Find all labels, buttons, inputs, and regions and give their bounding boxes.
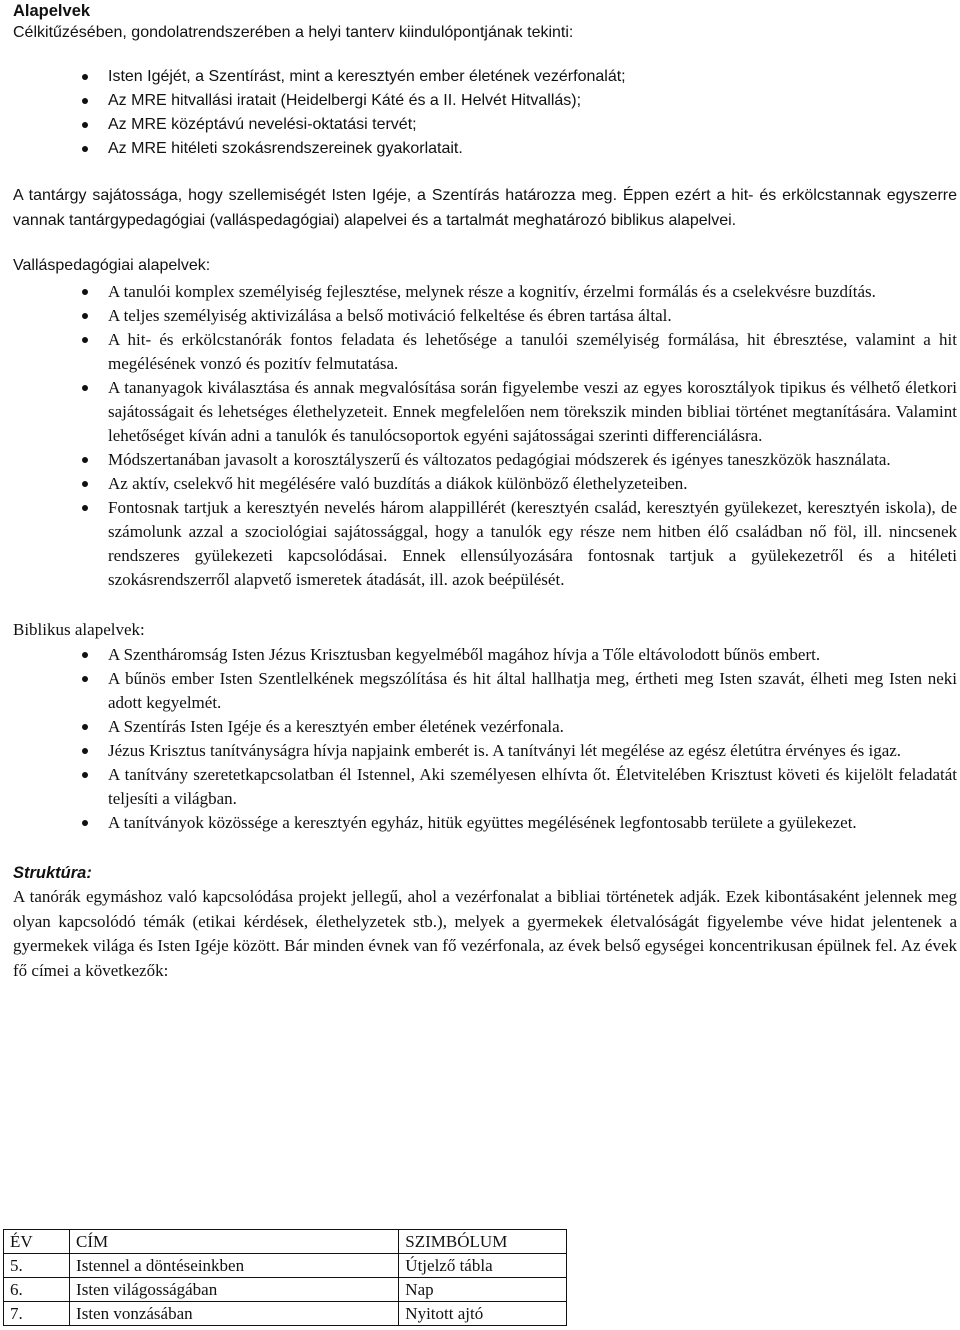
list-item: A tanítvány szeretetkapcsolatban él Istennel, Aki személyesen elhívta őt. Életvitelében Krisztust követi és kijelölt feladatát teljesíti a világban. [13, 763, 957, 811]
list-item: Az aktív, cselekvő hit megélésére való buzdítás a diákok különböző élethelyzeteiben. [13, 472, 957, 496]
list-item: A bűnös ember Isten Szentlelkének megszólítása és hit által hallhatja meg, értheti meg Isten szavát, élheti meg Isten neki adott kegyelmét. [13, 667, 957, 715]
table-row [4, 1254, 567, 1278]
biblikus-title: Biblikus alapelvek: [13, 620, 145, 639]
cell-szimbolum: Útjelző tábla [399, 1254, 567, 1278]
header-cim: CÍM [70, 1230, 399, 1254]
list-item: A tanulói komplex személyiség fejlesztése, melynek része a kognitív, érzelmi formálás és a cselekvésre buzdítás. [13, 280, 957, 304]
list-item: Az MRE középtávú nevelési-oktatási tervét; [13, 113, 957, 137]
list-item: Az MRE hitvallási iratait (Heidelbergi Káté és a II. Helvét Hitvallás); [13, 89, 957, 113]
list-item: A Szentírás Isten Igéje és a keresztyén ember életének vezérfonala. [13, 715, 957, 739]
cell-cim: Isten világosságában [70, 1278, 399, 1302]
list-item: A teljes személyiség aktivizálása a belső motiváció felkeltése és ébren tartása által. [13, 304, 957, 328]
list-item: Fontosnak tartjuk a keresztyén nevelés három alappillérét (keresztyén család, keresztyén gyülekezet, keresztyén iskola), de számolunk azzal a szociológiai sajátossággal, hogy a tanulók egy része nem hitben élő családban nő föl, ill. nincsenek rendszeres gyülekezeti kapcsolódásai. Ennek ellensúlyozására fontosnak tartjuk a gyülekezetről és a hitéleti szokásrendszerről alapvető ismeretek átadását, ill. azok beépülését. [13, 496, 957, 592]
table-header-row [4, 1230, 567, 1254]
vallaspedagogiai-title: Valláspedagógiai alapelvek: [13, 257, 211, 274]
list-item: A tanítványok közössége a keresztyén egyház, hitük együttes megélésének legfontosabb területe a gyülekezet. [13, 811, 957, 835]
struktura-text: A tanórák egymáshoz való kapcsolódása projekt jellegű, ahol a vezérfonalat a bibliai történetek adják. Ezek kibontásaként jelennek meg olyan kapcsolódó témák (etikai kérdések, élethelyzetek stb.), melyek a gyermekek életvalóságát figyelembe véve hidat jelentenek a gyermekek világa és Isten Igéje között. Bár minden évnek van fő vezérfonala, az évek belső egységei koncentrikusan épülnek fel. Az évek fő címei a következők: [13, 887, 957, 980]
table-row [4, 1302, 567, 1326]
list-item: A Szentháromság Isten Jézus Krisztusban kegyelméből magához hívja a Tőle eltávolodott bűnös embert. [13, 643, 957, 667]
header-ev: ÉV [4, 1230, 70, 1254]
cell-szimbolum: Nap [399, 1278, 567, 1302]
cell-cim: Istennel a döntéseinkben [70, 1254, 399, 1278]
list-item: A tananyagok kiválasztása és annak megvalósítása során figyelembe veszi az egyes korosztályok tipikus és vélhető életkori sajátosságait és lehetséges élethelyzeteit. Ennek megfelelően nem törekszik minden bibliai történet megtanítására. Valamint lehetőséget kíván adni a tanulók és tanulócsoportok egyéni sajátosságai szerinti differenciálásra. [13, 376, 957, 448]
intro-list [13, 65, 957, 161]
cell-ev: 6. [4, 1278, 70, 1302]
table-row [4, 1278, 567, 1302]
list-item: A hit- és erkölcstanórák fontos feladata és lehetősége a tanulói személyiség formálása, hit ébresztése, valamint a hit megélésének vonzó és pozitív felmutatása. [13, 328, 957, 376]
list-item: Jézus Krisztus tanítványságra hívja napjaink emberét is. A tanítványi lét megélése az egész életútra érvényes és igaz. [13, 739, 957, 763]
section-heading: Alapelvek [13, 2, 91, 20]
struktura-title: Struktúra: [13, 864, 92, 882]
list-item: Módszertanában javasolt a korosztályszerű és változatos pedagógiai módszerek és igényes taneszközök használata. [13, 448, 957, 472]
vallaspedagogiai-list [13, 280, 957, 592]
cell-cim: Isten vonzásában [70, 1302, 399, 1326]
header-szimbolum: SZIMBÓLUM [399, 1230, 567, 1254]
cell-ev: 7. [4, 1302, 70, 1326]
list-item: Isten Igéjét, a Szentírást, mint a keresztyén ember életének vezérfonalát; [13, 65, 957, 89]
paragraph-tantargy: A tantárgy sajátossága, hogy szellemiségét Isten Igéje, a Szentírás határozza meg. Éppen ezért a hit- és erkölcstannak egyszerre vannak tantárgypedagógiai (valláspedagógiai) alapelvei és a tartalmát meghatározó biblikus alapelvei. [13, 187, 957, 229]
cell-szimbolum: Nyitott ajtó [399, 1302, 567, 1326]
cell-ev: 5. [4, 1254, 70, 1278]
document-page [13, 0, 957, 983]
biblikus-list [13, 643, 957, 835]
intro-text: Célkitűzésében, gondolatrendszerében a helyi tanterv kiindulópontjának tekinti: [13, 24, 574, 41]
list-item: Az MRE hitéleti szokásrendszereinek gyakorlatait. [13, 137, 957, 161]
years-table [3, 1229, 567, 1326]
